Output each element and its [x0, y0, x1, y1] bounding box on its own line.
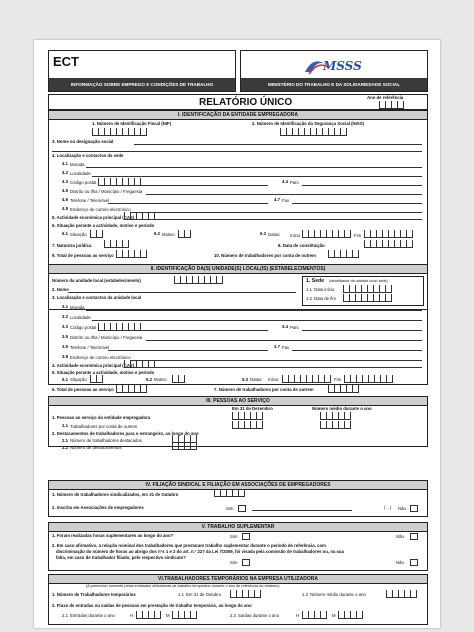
trab-destacados-label: Número de trabalhadores destacados	[70, 438, 142, 443]
section-4-title: IV. FILIAÇÃO SINDICAL E FILIAÇÃO EM ASSOCIAÇÕES DE EMPREGADORES	[48, 480, 428, 490]
ect-subtitle: INFORMAÇÃO SOBRE EMPREGO E CONDIÇÕES DE TRABALHO	[49, 78, 235, 91]
temp-medio-label: Número médio durante o ano	[310, 592, 366, 597]
visada-nao-label: Não	[396, 560, 404, 565]
pessoas-servico-label: 1. Pessoas ao serviço da entidade empregadora	[52, 415, 151, 420]
natureza-input[interactable]	[104, 240, 129, 248]
report-title: RELATÓRIO ÚNICO	[199, 97, 293, 108]
num-2-1-s3: 2.1	[62, 438, 68, 443]
situacao-input[interactable]	[90, 230, 103, 238]
num-4-6: 4.6	[62, 197, 68, 202]
medio-header: Número médio durante o ano	[312, 406, 372, 411]
fim-date-input[interactable]	[364, 230, 413, 238]
distrito-input[interactable]	[146, 194, 422, 195]
saidas-h-label: H	[296, 613, 300, 618]
fax-input[interactable]	[292, 203, 422, 204]
temp-medio-input[interactable]	[386, 590, 417, 598]
num-unidade-input[interactable]	[174, 276, 223, 284]
fax-label: Fax	[282, 198, 290, 203]
data-inicio-label: Data início	[314, 287, 335, 292]
num-1-1-s3: 1.1	[62, 423, 68, 428]
num-4-1: 4.1	[62, 161, 68, 166]
loc-unidade-label: 3. Localização e contactos da unidade local	[52, 295, 142, 300]
saidas-m-label: M	[332, 613, 336, 618]
logo-text: MSSS	[323, 59, 362, 73]
temp-em31-label: Em 31 de Outubro	[186, 592, 222, 597]
email-unidade-label: Endereço de correio electrónico	[70, 355, 131, 360]
pais-label: País	[290, 180, 299, 185]
sede-note: (identificador da unidade local: sede)	[329, 279, 388, 283]
cp-input[interactable]	[98, 178, 141, 186]
outrem-unidade-label: 7. Número de trabalhadores por conta de outrem	[214, 387, 314, 392]
em31-header: Em 31 de Dezembro	[232, 406, 273, 411]
distrito-unidade-input[interactable]	[146, 340, 422, 341]
num-5-2: 5.2	[146, 377, 152, 382]
fax-unidade-input[interactable]	[292, 350, 422, 351]
nome-input[interactable]	[134, 144, 422, 145]
entradas-label: Entradas durante o ano	[70, 613, 115, 618]
cp-locality-input[interactable]	[138, 185, 268, 186]
num-3-7: 3.7	[274, 344, 280, 349]
section-6-note: (A preencher somente pelas entidades utilizadoras de trabalho temporário durante o ano de referência do relatório)	[86, 584, 280, 588]
num-4-7: 4.7	[274, 197, 280, 202]
num-2-2-s3: 2.2	[62, 445, 68, 450]
horas-suplementares-label: 1. Foram realizadas horas suplementares ao longo do ano?	[52, 533, 174, 538]
motivo-input[interactable]	[178, 230, 191, 238]
num-2-2-s6: 2.2	[230, 613, 236, 618]
num-3-1: 3.1	[62, 304, 68, 309]
pais-unidade-label: País	[290, 325, 299, 330]
num-3-6: 3.6	[62, 344, 68, 349]
num-3-2: 3.2	[62, 314, 68, 319]
situacao-unidade-input[interactable]	[90, 375, 103, 383]
cp-unidade-locality-input[interactable]	[138, 330, 268, 331]
temp-em31-input[interactable]	[230, 590, 261, 598]
pessoas-unidade-input[interactable]	[116, 385, 147, 393]
num-1-1-s6: 1.1	[178, 592, 184, 597]
conta-outrem-medio-input[interactable]	[320, 421, 351, 429]
pessoas-servico-medio-input[interactable]	[320, 412, 351, 420]
num-5-1: 5.1	[62, 377, 68, 382]
num-destacamentos-input[interactable]	[172, 442, 197, 450]
horas-sim-label: Sim	[230, 534, 238, 539]
nome-input-line2[interactable]	[52, 151, 422, 152]
num-4-4: 4.4	[282, 179, 288, 184]
sindicalizados-input[interactable]	[214, 489, 245, 497]
telefone-input[interactable]	[108, 203, 268, 204]
fax-unidade-label: Fax	[282, 345, 290, 350]
localidade-unidade-label: Localidade	[70, 315, 91, 320]
distrito-unidade-label: Distrito ou Ilha / Município / Freguesia	[70, 335, 143, 340]
saidas-h-input[interactable]	[302, 611, 327, 619]
saidas-m-input[interactable]	[338, 611, 363, 619]
inicio-unidade-label: Início	[268, 377, 279, 382]
fim-label: Fim	[354, 233, 362, 238]
ect-title: ECT	[53, 54, 79, 69]
cae-input[interactable]	[124, 212, 155, 220]
num-1-2-s6: 1.2	[302, 592, 308, 597]
datas-unidade-label: Datas:	[250, 377, 263, 382]
num-6-2: 6.2	[154, 231, 160, 236]
motivo-unidade-label: Motivo	[154, 377, 167, 382]
cp-unidade-input[interactable]	[98, 323, 141, 331]
data-fim-input[interactable]	[343, 294, 392, 302]
inicio-label: Início	[290, 233, 301, 238]
nome-label: 3. Nome ou designação social	[52, 139, 114, 144]
section-6-title: VI.TRABALHADORES TEMPORÁRIOS NA EMPRESA UTILIZADORA	[48, 574, 428, 584]
morada-unidade-label: Morada	[70, 305, 85, 310]
ministry-name: MINISTÉRIO DO TRABALHO E DA SOLIDARIEDADE SOCIAL	[241, 78, 427, 91]
num-3-5: 3.5	[62, 334, 68, 339]
fim-unidade-label: Fim	[334, 377, 342, 382]
email-label: Endereço de correio electrónico	[70, 207, 131, 212]
niss-label: 2. Número de Identificação da Segurança Social (NISS)	[252, 121, 364, 126]
motivo-unidade-input[interactable]	[172, 375, 185, 383]
motivo-label: Motivo	[162, 232, 175, 237]
visada-sim-label: Sim	[230, 560, 238, 565]
morada-input[interactable]	[86, 167, 422, 168]
num-unidade-label: Número da unidade local (estabelecimento)	[52, 278, 141, 283]
morada-unidade-input[interactable]	[86, 310, 422, 311]
associacoes-sim-checkbox[interactable]	[238, 505, 246, 512]
localidade-label: Localidade	[70, 171, 91, 176]
num-3-4: 3.4	[282, 324, 288, 329]
saidas-label: Saídas durante o ano	[238, 613, 280, 618]
horas-sim-checkbox[interactable]	[242, 533, 250, 540]
num-3-3: 3.3	[62, 324, 68, 329]
destacamentos-label: 2. Destacamentos de trabalhadores para o estrangeiro, ao longo do ano	[52, 431, 199, 436]
num-destacamentos-label: Número de destacamentos	[70, 445, 122, 450]
situacao-label: 6. Situação perante a actividade, motivo e período	[52, 223, 155, 228]
horas-nao-label: Não	[396, 534, 404, 539]
cae-unidade-label: 4. Actividade económica principal (CAE)	[52, 363, 135, 368]
report-title-box	[48, 94, 428, 110]
fim-unidade-date-input[interactable]	[344, 375, 393, 383]
conta-outrem-label: Trabalhadores por conta de outrem	[70, 424, 138, 429]
situacao-unidade-field-label: Situação	[70, 377, 87, 382]
msss-logo	[299, 54, 369, 76]
constituicao-label: 8. Data de constituição	[278, 243, 325, 248]
associacoes-sim-label: Sim	[226, 506, 234, 511]
sede-label: 1. Sede	[306, 278, 325, 284]
num-3-8: 3.8	[62, 354, 68, 359]
ano-ref-input[interactable]	[379, 101, 404, 109]
num-4-2: 4.2	[62, 170, 68, 175]
natureza-label: 7. Natureza jurídica	[52, 243, 92, 248]
outrem-unidade-input[interactable]	[328, 385, 359, 393]
num-4-8: 4.8	[62, 206, 68, 211]
num-6-3: 6.3	[260, 231, 266, 236]
num-5-3: 5.3	[242, 377, 248, 382]
nif-label: 1. Número de Identificação Fiscal (NIF)	[92, 121, 172, 126]
associacoes-dots: (…)	[384, 505, 392, 510]
form-page	[34, 40, 440, 628]
cae-unidade-desc-input[interactable]	[152, 367, 422, 368]
nome-unidade-input[interactable]	[68, 292, 296, 293]
localidade-unidade-input[interactable]	[92, 320, 422, 321]
section-1-title: I. IDENTIFICAÇÃO DA ENTIDADE EMPREGADORA	[48, 110, 428, 120]
visada-nao-checkbox[interactable]	[410, 559, 418, 566]
cp-label: Código postal	[70, 180, 97, 185]
fluxo-label: 2. Fluxo de entradas ou saídas de pessoas em prestação de trabalho temporário, ao longo do ano	[52, 603, 252, 608]
entradas-m-input[interactable]	[172, 611, 197, 619]
inicio-unidade-date-input[interactable]	[282, 375, 331, 383]
sede-box	[302, 276, 424, 306]
morada-label: Morada	[70, 162, 85, 167]
ministry-header-box	[240, 50, 428, 92]
nome-unidade-label: 2. Nome	[52, 287, 69, 292]
num-1-1: 1.1	[306, 287, 312, 292]
pais-unidade-input[interactable]	[302, 330, 422, 331]
telefone-unidade-input[interactable]	[108, 350, 268, 351]
relacao-nominal-line3: falta, em caso de trabalhador filiado, pelo respectivo sindicato?	[56, 555, 186, 560]
situacao-field-label: Situação	[70, 232, 87, 237]
telefone-label: Telefone / Telemóvel	[70, 198, 110, 203]
pais-input[interactable]	[302, 185, 422, 186]
outrem-input[interactable]	[328, 250, 359, 258]
conta-outrem-31-input[interactable]	[232, 421, 263, 429]
data-fim-label: Data de fim	[314, 296, 336, 301]
associacoes-nao-checkbox[interactable]	[410, 505, 418, 512]
cae-unidade-input[interactable]	[124, 360, 155, 368]
cae-desc-input[interactable]	[152, 219, 422, 220]
niss-input[interactable]	[280, 128, 347, 136]
entradas-m-label: M	[166, 613, 170, 618]
data-inicio-input[interactable]	[343, 285, 392, 293]
pessoas-input[interactable]	[116, 250, 147, 258]
visada-sim-checkbox[interactable]	[242, 559, 250, 566]
inicio-date-input[interactable]	[302, 230, 351, 238]
temporarios-label: 1. Número de Trabalhadores temporários	[52, 592, 136, 597]
outrem-label: 10. Número de trabalhadores por conta de outrem	[214, 253, 316, 258]
nif-input[interactable]	[92, 128, 147, 136]
datas-label: Datas:	[268, 232, 281, 237]
relacao-nominal-line1: 2. Em caso afirmativo, a relação nominal dos trabalhadores que prestaram trabalho suplementar durante o período de referência, com	[52, 543, 326, 548]
ano-ref-label: Ano de referência	[367, 95, 404, 100]
entradas-h-label: H	[130, 613, 134, 618]
associacoes-nao-label: Não	[398, 506, 406, 511]
email-input[interactable]	[130, 212, 422, 213]
section-3-title: III. PESSOAS AO SERVIÇO	[48, 396, 428, 406]
distrito-label: Distrito ou Ilha / Município / Freguesia	[70, 189, 143, 194]
sindicalizados-label: 1. Número de trabalhadores sindicalizados, em 31 de Outubro	[52, 492, 179, 497]
num-4-5: 4.5	[62, 188, 68, 193]
pessoas-label: 9. Total de pessoas ao serviço	[52, 253, 114, 258]
constituicao-input[interactable]	[364, 240, 413, 248]
ect-header-box	[48, 50, 236, 92]
pessoas-unidade-label: 6. Total de pessoas ao serviço	[52, 387, 114, 392]
cae-label: 5. Actividade económica principal (CAE)	[52, 215, 135, 220]
num-1-2: 1.2	[306, 296, 312, 301]
relacao-nominal-line2: discriminação do número de horas ao abrigo dos n°s 1 e 2 do art. n.º 227 da Lei 7/2009, foi visada pela comissão de trabalhadores ou, na sua	[56, 549, 344, 554]
email-unidade-input[interactable]	[130, 360, 422, 361]
situacao-unidade-label: 5. Situação perante a actividade, motivo e período	[52, 370, 155, 375]
cp-unidade-label: Código postal	[70, 325, 97, 330]
associacoes-name-input[interactable]	[252, 510, 352, 511]
section-2-title: II. IDENTIFICAÇÃO DA(S) UNIDADE(S) LOCAL(IS) (ESTABELECIMENTOS)	[48, 264, 428, 274]
num-4-3: 4.3	[62, 179, 68, 184]
localidade-input[interactable]	[92, 176, 422, 177]
pessoas-servico-31-input[interactable]	[232, 412, 263, 420]
horas-nao-checkbox[interactable]	[410, 533, 418, 540]
section-5-title: V. TRABALHO SUPLEMENTAR	[48, 522, 428, 532]
entradas-h-input[interactable]	[136, 611, 161, 619]
num-6-1: 6.1	[62, 231, 68, 236]
num-2-1-s6: 2.1	[62, 613, 68, 618]
associacoes-label: 2. Inscrita em Associações de empregadores	[52, 505, 144, 510]
localizacao-label: 4. Localização e contactos da sede	[52, 153, 124, 158]
telefone-unidade-label: Telefone / Telemóvel	[70, 345, 110, 350]
